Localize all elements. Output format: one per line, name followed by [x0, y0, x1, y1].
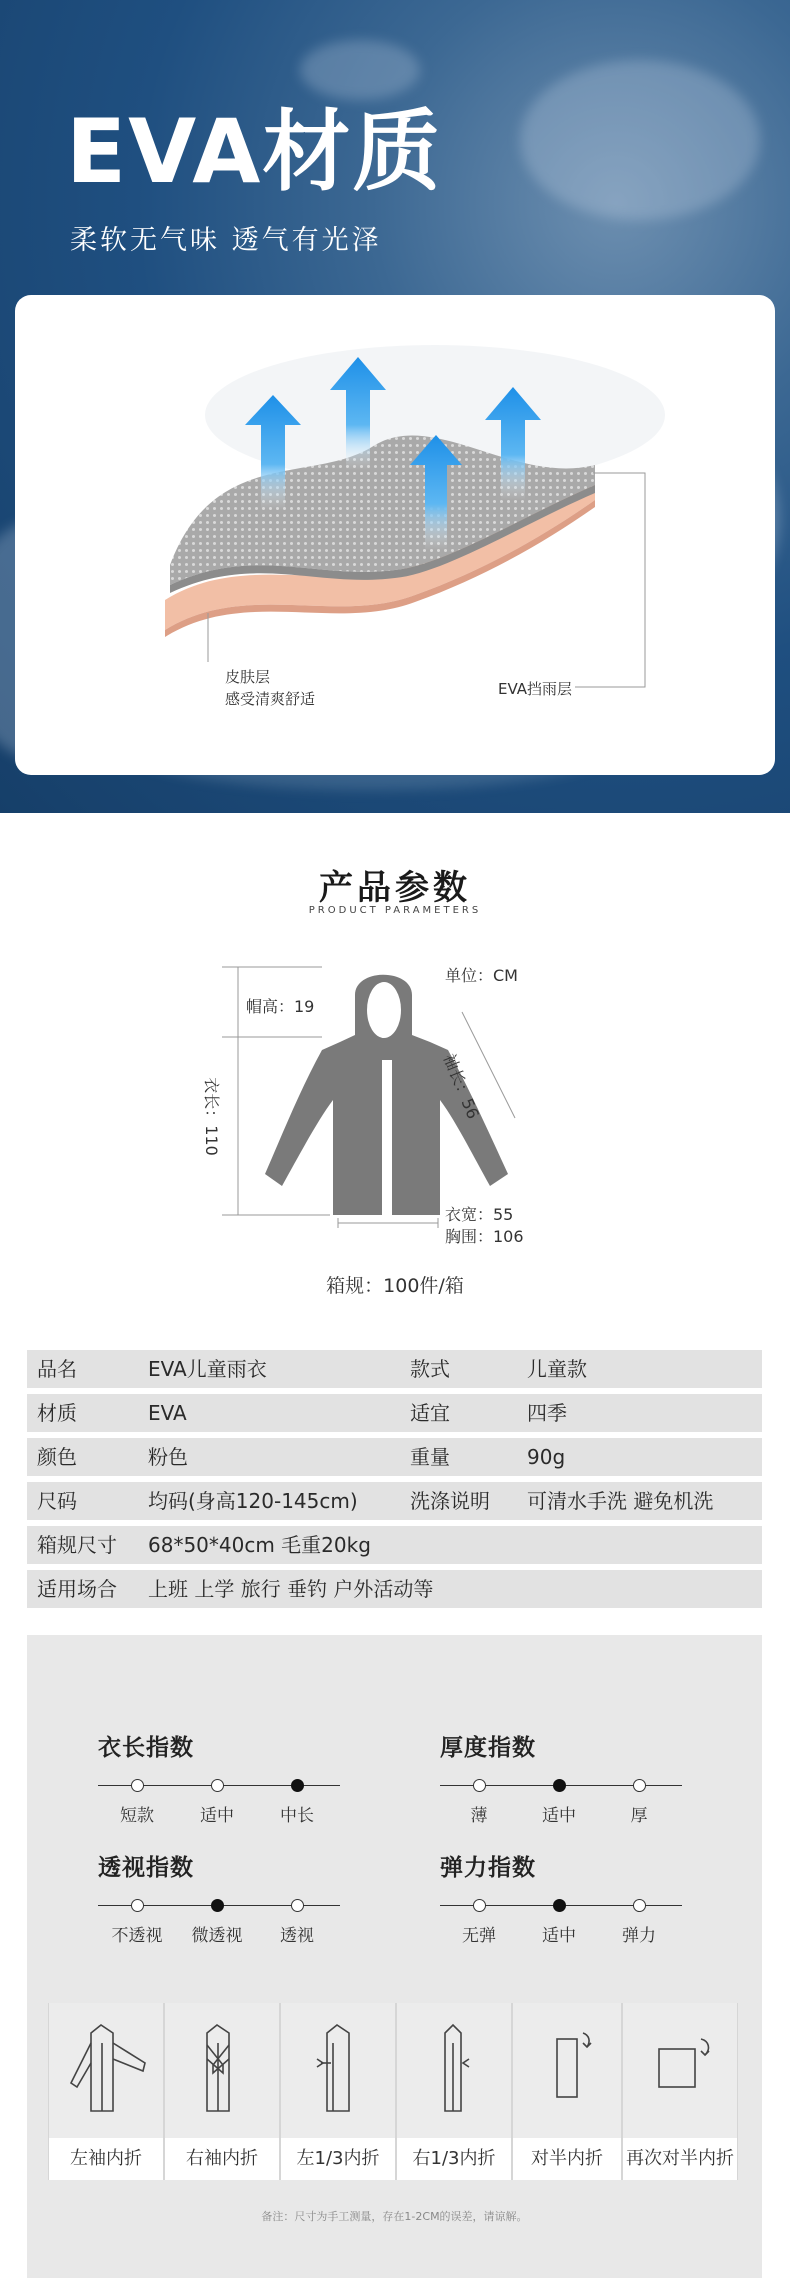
index-option: 适中 [542, 1926, 576, 1946]
index-option: 适中 [542, 1806, 576, 1826]
fold-right-sleeve-icon [165, 2003, 279, 2138]
fold-step-cell [165, 2003, 279, 2138]
row-label: 材质 [37, 1401, 77, 1425]
table-row [27, 1394, 762, 1432]
row-value: 均码(身高120-145cm) [148, 1489, 358, 1513]
fold-right-third-icon [397, 2003, 511, 2138]
index-dot [633, 1779, 646, 1792]
row-label: 尺码 [37, 1489, 77, 1513]
fold-left-third-icon [281, 2003, 395, 2138]
fold-step-label: 对半内折 [513, 2138, 621, 2180]
index-option: 厚 [630, 1806, 648, 1826]
row-value: 粉色 [148, 1445, 188, 1469]
index-option: 中长 [280, 1806, 314, 1826]
index-dot [211, 1779, 224, 1792]
row-label: 款式 [410, 1357, 450, 1381]
index-option: 透视 [280, 1926, 314, 1946]
index-title: 厚度指数 [440, 1735, 536, 1761]
fold-half-icon [513, 2003, 621, 2138]
row-value: 可清水手洗 避免机洗 [527, 1489, 714, 1513]
index-dot [291, 1779, 304, 1792]
row-value: 90g [527, 1445, 566, 1469]
fold-half-again-icon [623, 2003, 737, 2138]
table-row [27, 1570, 762, 1608]
index-option: 无弹 [462, 1926, 496, 1946]
row-value: 68*50*40cm 毛重20kg [148, 1533, 371, 1557]
row-label: 适宜 [410, 1401, 450, 1425]
skin-layer-label [225, 667, 315, 711]
row-value: 四季 [527, 1401, 567, 1425]
index-option: 适中 [200, 1806, 234, 1826]
index-dot [553, 1779, 566, 1792]
hood-height-label: 帽高：19 [246, 997, 315, 1016]
fold-step-cell [513, 2003, 621, 2138]
row-value: 儿童款 [527, 1357, 587, 1381]
table-row [27, 1438, 762, 1476]
row-value: 上班 上学 旅行 垂钓 户外活动等 [148, 1577, 434, 1601]
row-label: 洗涤说明 [410, 1489, 490, 1513]
table-row [27, 1482, 762, 1520]
raincoat-size-diagram [0, 950, 790, 1250]
index-dot [553, 1899, 566, 1912]
eva-material-banner [0, 0, 790, 813]
index-dot [131, 1899, 144, 1912]
index-dot [473, 1779, 486, 1792]
row-label: 颜色 [37, 1445, 77, 1469]
eva-layer-label: EVA挡雨层 [498, 680, 573, 698]
table-row [27, 1526, 762, 1564]
fold-step-label: 左1/3内折 [281, 2138, 395, 2180]
fold-step-cell [49, 2003, 163, 2138]
row-label: 箱规尺寸 [37, 1533, 117, 1557]
index-option: 薄 [470, 1806, 488, 1826]
product-spec-table [27, 1350, 762, 1614]
hero-title: EVA材质 [66, 100, 443, 203]
index-title: 衣长指数 [98, 1735, 194, 1761]
fold-step-label: 左袖内折 [49, 2138, 163, 2180]
coat-width-label: 衣宽：55 [445, 1205, 514, 1224]
index-option: 不透视 [111, 1926, 163, 1946]
skin-layer-title: 皮肤层 [225, 668, 271, 686]
chest-label: 胸围：106 [445, 1227, 524, 1246]
material-layer-card [15, 295, 775, 775]
fold-step-cell [281, 2003, 395, 2138]
coat-length-label: 衣长：110 [201, 1077, 221, 1156]
fold-step-label: 右袖内折 [165, 2138, 279, 2180]
material-layers-illustration [15, 295, 775, 775]
row-label: 重量 [410, 1445, 450, 1469]
section-subtitle: PRODUCT PARAMETERS [308, 905, 482, 916]
index-dot [633, 1899, 646, 1912]
skin-layer-desc: 感受清爽舒适 [225, 689, 316, 708]
row-value: EVA [148, 1401, 187, 1425]
hero-subtitle: 柔软无气味 透气有光泽 [70, 225, 382, 256]
index-dot [291, 1899, 304, 1912]
fold-left-sleeve-icon [49, 2003, 163, 2138]
box-spec-label: 箱规：100件/箱 [326, 1275, 464, 1297]
index-title: 弹力指数 [440, 1855, 536, 1881]
index-dot [211, 1899, 224, 1912]
fold-step-cell [397, 2003, 511, 2138]
row-value: EVA儿童雨衣 [148, 1357, 267, 1381]
table-row [27, 1350, 762, 1388]
fold-step-label: 再次对半内折 [623, 2138, 737, 2180]
unit-label: 单位：CM [445, 966, 518, 985]
fold-step-cell [623, 2003, 737, 2138]
index-option: 短款 [120, 1806, 154, 1826]
index-option: 弹力 [622, 1926, 656, 1946]
section-title: 产品参数 [319, 868, 471, 908]
row-label: 品名 [37, 1357, 77, 1381]
fold-step-label: 右1/3内折 [397, 2138, 511, 2180]
measurement-note: 备注：尺寸为手工测量，存在1-2CM的误差，请谅解。 [261, 2210, 528, 2223]
product-index-panel [27, 1635, 762, 2278]
index-dot [131, 1779, 144, 1792]
index-title: 透视指数 [98, 1855, 194, 1881]
folding-steps [48, 2003, 738, 2180]
row-label: 适用场合 [37, 1577, 117, 1601]
sleeve-length-label: 袖长：56 [439, 1051, 483, 1122]
index-dot [473, 1899, 486, 1912]
index-option: 微透视 [191, 1926, 243, 1946]
